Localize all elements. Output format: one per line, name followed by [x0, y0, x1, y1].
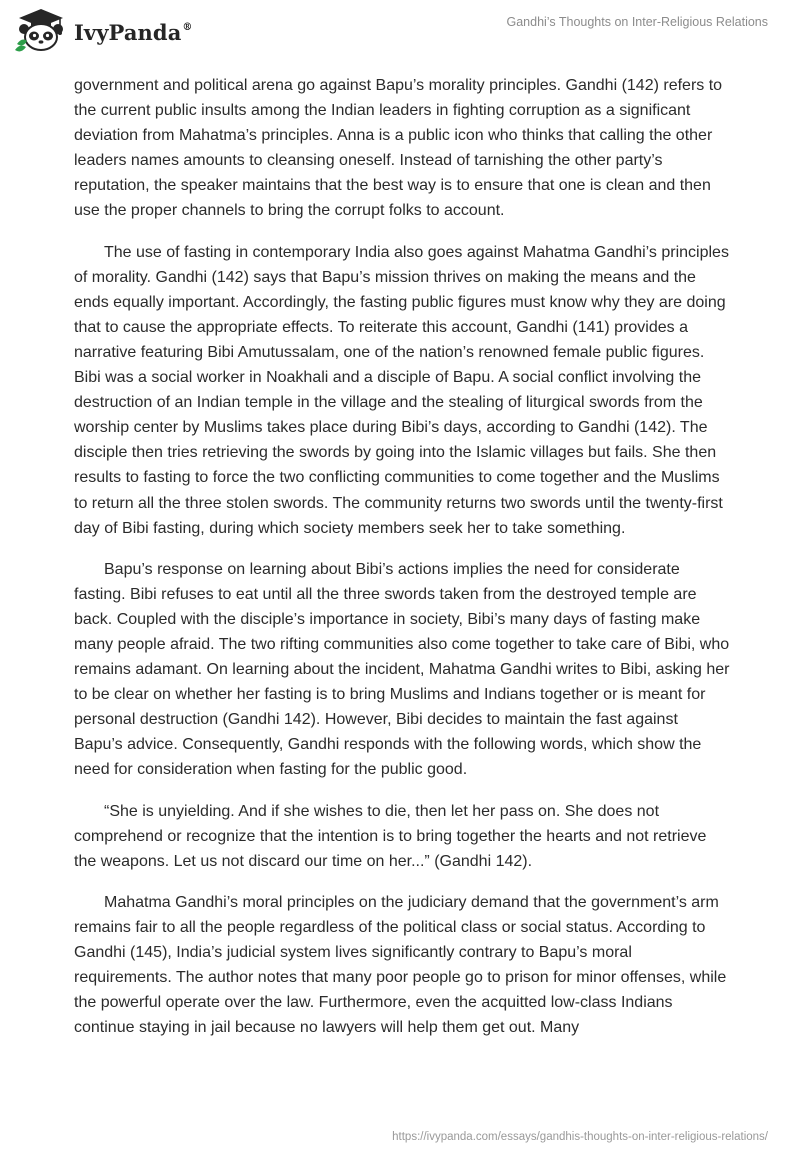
paragraph: The use of fasting in contemporary India also goes against Mahatma Gandhi’s principles of morality. Gandhi (142) says that Bapu’s mission thrives on making the means and the ends equally important. Accordingly, the fasting public figures must know why they are doing that to cause the appropriate effects. To reiterate this account, Gandhi (141) provides a narrative featuring Bibi Amutussalam, one of the nation’s renowned female public figures. Bibi was a social worker in Noakhali and a disciple of Bapu. A social conflict involving the destruction of an Indian temple in the village and the stealing of liturgical swords from the worship center by Muslims takes place during Bibi’s days, according to Gandhi (142). The disciple then tries retrieving the swords by going into the Islamic villages but fails. She then results to fasting to force the two conflicting communities to come together and the Muslims to return all the three stolen swords. The community returns two swords until the twenty-first day of Bibi fasting, during which society members seek her to take something. — [74, 243, 729, 537]
panda-graduate-icon — [14, 8, 68, 52]
paragraph: Bapu’s response on learning about Bibi’s actions implies the need for considerate fasting. Bibi refuses to eat until all the three swords taken from the destroyed temple are back. Coupled with the disciple’s importance in society, Bibi’s many days of fasting make many people afraid. The two rifting communities also come together to take care of Bibi, who remains adamant. On learning about the incident, Mahatma Gandhi writes to Bibi, asking her to be clear on whether her fasting is to bring Muslims and Indians together or is meant for personal destruction (Gandhi 142). However, Bibi decides to maintain the fast against Bapu’s advice. Consequently, Gandhi responds with the following words, which show the need for consideration when fasting for the public good. — [74, 560, 730, 779]
essay-body — [74, 73, 730, 1056]
source-url[interactable]: https://ivypanda.com/essays/gandhis-thoughts-on-inter-religious-relations/ — [392, 1131, 768, 1143]
brand-name: IvyPanda® — [74, 19, 193, 45]
document-title: Gandhi’s Thoughts on Inter-Religious Relations — [506, 15, 768, 29]
page-header — [0, 0, 800, 62]
paragraph: Mahatma Gandhi’s moral principles on the judiciary demand that the government’s arm remains fair to all the people regardless of the political class or social status. According to Gandhi (145), India’s judicial system lives significantly contrary to Bapu’s moral requirements. The author notes that many poor people go to prison for minor offenses, while the powerful operate over the law. Furthermore, even the acquitted low-class Indians continue staying in jail because no lawyers will help them get out. Many — [74, 893, 727, 1037]
block-quote: “She is unyielding. And if she wishes to die, then let her pass on. She does not comprehend or recognize that the intention is to bring together the hearts and not retrieve the weapons. Let us not discard our time on her...” (Gandhi 142). — [74, 802, 707, 870]
brand-logo[interactable] — [14, 8, 193, 52]
paragraph: government and political arena go against Bapu’s morality principles. Gandhi (142) refers to the current public insults among the Indian leaders in fighting corruption as a significant deviation from Mahatma’s principles. Anna is a public icon who thinks that calling the other leaders names amounts to cleansing oneself. Instead of tarnishing the other party’s reputation, the speaker maintains that the best way is to ensure that one is clean and then use the proper channels to bring the corrupt folks to account. — [74, 77, 723, 220]
